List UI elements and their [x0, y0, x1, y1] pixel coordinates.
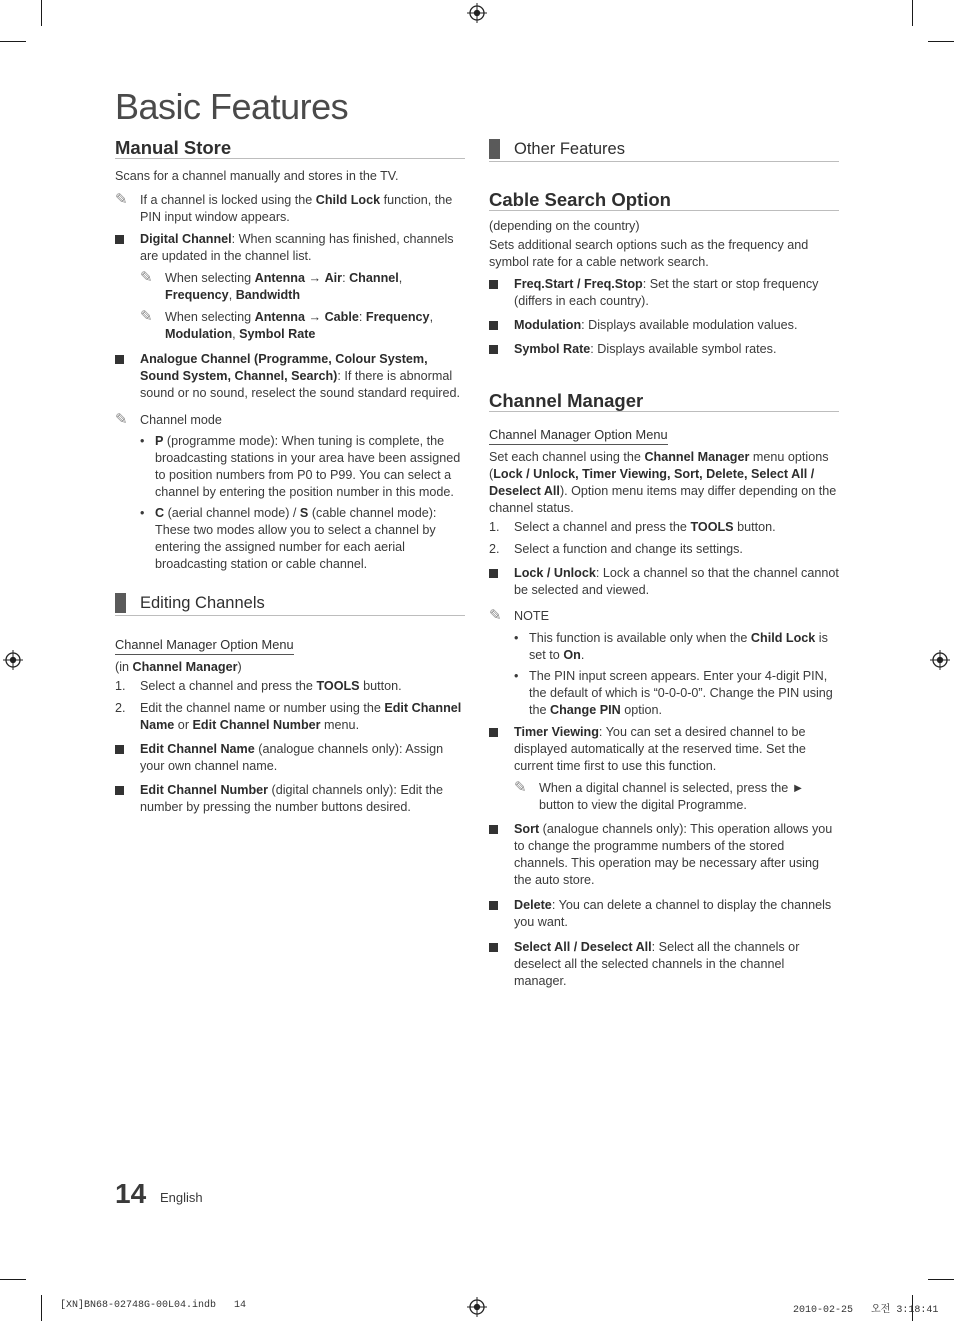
right-column: [489, 139, 839, 990]
heading-bar: [115, 593, 126, 613]
select-all-item: Select All / Deselect All: Select all the channels or deselect all the selected channels in the channel manager.: [489, 939, 839, 990]
registration-mark-icon: [3, 650, 23, 670]
channel-manager-option-menu-subheading: Channel Manager Option Menu: [115, 636, 294, 655]
crop-mark: [912, 0, 913, 26]
pencil-note-icon: ✎: [140, 269, 153, 286]
cm-step-1: 1. Select a channel and press the TOOLS button.: [489, 520, 776, 534]
channel-mode-note: ✎ Channel mode • P (programme mode): When tuning is complete, the broadcasting stations in your area have been assigned to position numbers from P0 to P99. You can select a channel by entering the position number in this mode. • C (aerial channel mode) / S (cable channel mode): These two modes allow you to select a channel by entering the assigned number for each aerial broadcasting station or cable channel.: [115, 412, 465, 573]
page-number: 14: [115, 1178, 147, 1209]
page-language: English: [160, 1190, 203, 1205]
editing-step-2: 2. Edit the channel name or number using the Edit Channel Name or Edit Channel Number menu.: [115, 701, 462, 732]
antenna-air-note: ✎ When selecting Antenna → Air: Channel, Frequency, Bandwidth: [140, 269, 403, 302]
square-bullet-icon: [115, 786, 124, 795]
left-column: [115, 139, 465, 816]
child-lock-note: ✎ If a channel is locked using the Child Lock function, the PIN input window appears.: [115, 191, 453, 224]
analogue-channel-item: Analogue Channel (Programme, Colour System, Sound System, Channel, Search): If there is abnormal sound or no sound, reselect the sound standard required.: [115, 351, 465, 402]
mode-cs-bullet: • C (aerial channel mode) / S (cable channel mode): These two modes allow you to select a channel by entering the assigned number for each aerial broadcasting station or cable channel.: [140, 505, 465, 573]
crop-mark: [0, 1279, 26, 1280]
square-bullet-icon: [489, 321, 498, 330]
footer-file-info: [XN]BN68-02748G-00L04.indb 14: [60, 1300, 247, 1311]
cable-search-option-heading: Cable Search Option: [489, 191, 839, 211]
antenna-cable-note: ✎ When selecting Antenna → Cable: Frequency, Modulation, Symbol Rate: [140, 308, 434, 341]
pencil-note-icon: ✎: [115, 411, 128, 428]
registration-mark-icon: [467, 3, 487, 23]
cm-sub-wrap: [489, 426, 839, 445]
editing-sub-wrap: [115, 636, 465, 655]
square-bullet-icon: [489, 901, 498, 910]
cable-country: (depending on the country): [489, 219, 640, 233]
manual-store-intro: Scans for a channel manually and stores in the TV.: [115, 169, 399, 183]
timer-note: ✎ When a digital channel is selected, press the ► button to view the digital Programme.: [514, 779, 805, 812]
edit-channel-name-item: Edit Channel Name (analogue channels only): Assign your own channel name.: [115, 741, 465, 775]
note-bullet-2: • The PIN input screen appears. Enter your 4-digit PIN, the default of which is “0-0-0-0”. Change the PIN using the Change PIN option.: [514, 668, 839, 719]
crop-mark: [41, 1295, 42, 1321]
crop-mark: [41, 0, 42, 26]
square-bullet-icon: [489, 345, 498, 354]
square-bullet-icon: [115, 745, 124, 754]
cm-step-2: 2. Select a function and change its settings.: [489, 542, 743, 556]
pencil-note-icon: ✎: [489, 607, 502, 624]
square-bullet-icon: [115, 235, 124, 244]
crop-mark: [928, 41, 954, 42]
heading-bar: [489, 139, 500, 159]
sort-item: Sort (analogue channels only): This operation allows you to change the programme numbers of the stored channels. This operation may be necessary after using the auto store.: [489, 821, 839, 889]
cable-intro: Sets additional search options such as the frequency and symbol rate for a cable network search.: [489, 238, 809, 269]
square-bullet-icon: [489, 825, 498, 834]
modulation-item: Modulation: Displays available modulation values.: [489, 317, 839, 334]
lock-unlock-item: Lock / Unlock: Lock a channel so that the channel cannot be selected and viewed.: [489, 565, 839, 599]
pencil-note-icon: ✎: [115, 191, 128, 208]
other-features-heading: Other Features: [489, 139, 839, 162]
footer-timestamp: 2010-02-25 오전 3:18:41: [793, 1305, 939, 1316]
crop-mark: [0, 41, 26, 42]
editing-channels-heading: Editing Channels: [115, 593, 465, 616]
timer-viewing-item: Timer Viewing: You can set a desired channel to be displayed automatically at the reserved time. Set the current time first to use this function. ✎ When a digital channel is selected, press the ► button to view the digital Programme.: [489, 724, 839, 814]
digital-channel-item: Digital Channel: When scanning has finished, channels are updated in the channel list. ✎ When selecting Antenna → Air: Channel, Frequency, Bandwidth ✎ When selecting Antenna → Cable: Frequency, Modulation, Symbol Rate: [115, 231, 465, 343]
pencil-note-icon: ✎: [140, 308, 153, 325]
in-channel-manager: (in Channel Manager): [115, 660, 242, 674]
pencil-note-icon: ✎: [514, 779, 527, 796]
square-bullet-icon: [489, 280, 498, 289]
square-bullet-icon: [489, 943, 498, 952]
page-title: Basic Features: [115, 86, 349, 127]
registration-mark-icon: [467, 1297, 487, 1317]
manual-store-heading: Manual Store: [115, 139, 465, 159]
square-bullet-icon: [115, 355, 124, 364]
delete-item: Delete: You can delete a channel to display the channels you want.: [489, 897, 839, 931]
cm-intro: Set each channel using the Channel Manager menu options (Lock / Unlock, Timer Viewing, Sort, Delete, Select All / Deselect All). Option menu items may differ depending on the channel status.: [489, 450, 837, 515]
freq-item: Freq.Start / Freq.Stop: Set the start or stop frequency (differs in each country).: [489, 276, 839, 310]
crop-mark: [928, 1279, 954, 1280]
mode-p-bullet: • P (programme mode): When tuning is complete, the broadcasting stations in your area have been assigned to position numbers from P0 to P99. You can select a channel by entering the position number in this mode.: [140, 433, 465, 501]
cm-note: ✎ NOTE • This function is available only when the Child Lock is set to On. • The PIN input screen appears. Enter your 4-digit PIN, the default of which is “0-0-0-0”. Change the PIN using the Change PIN option.: [489, 608, 839, 719]
square-bullet-icon: [489, 728, 498, 737]
editing-step-1: 1. Select a channel and press the TOOLS button.: [115, 679, 402, 693]
square-bullet-icon: [489, 569, 498, 578]
edit-channel-number-item: Edit Channel Number (digital channels only): Edit the number by pressing the number buttons desired.: [115, 782, 465, 816]
registration-mark-icon: [930, 650, 950, 670]
symbol-rate-item: Symbol Rate: Displays available symbol rates.: [489, 341, 839, 358]
note-bullet-1: • This function is available only when the Child Lock is set to On.: [514, 630, 839, 664]
channel-manager-option-menu-subheading: Channel Manager Option Menu: [489, 426, 668, 445]
channel-manager-heading: Channel Manager: [489, 392, 839, 412]
